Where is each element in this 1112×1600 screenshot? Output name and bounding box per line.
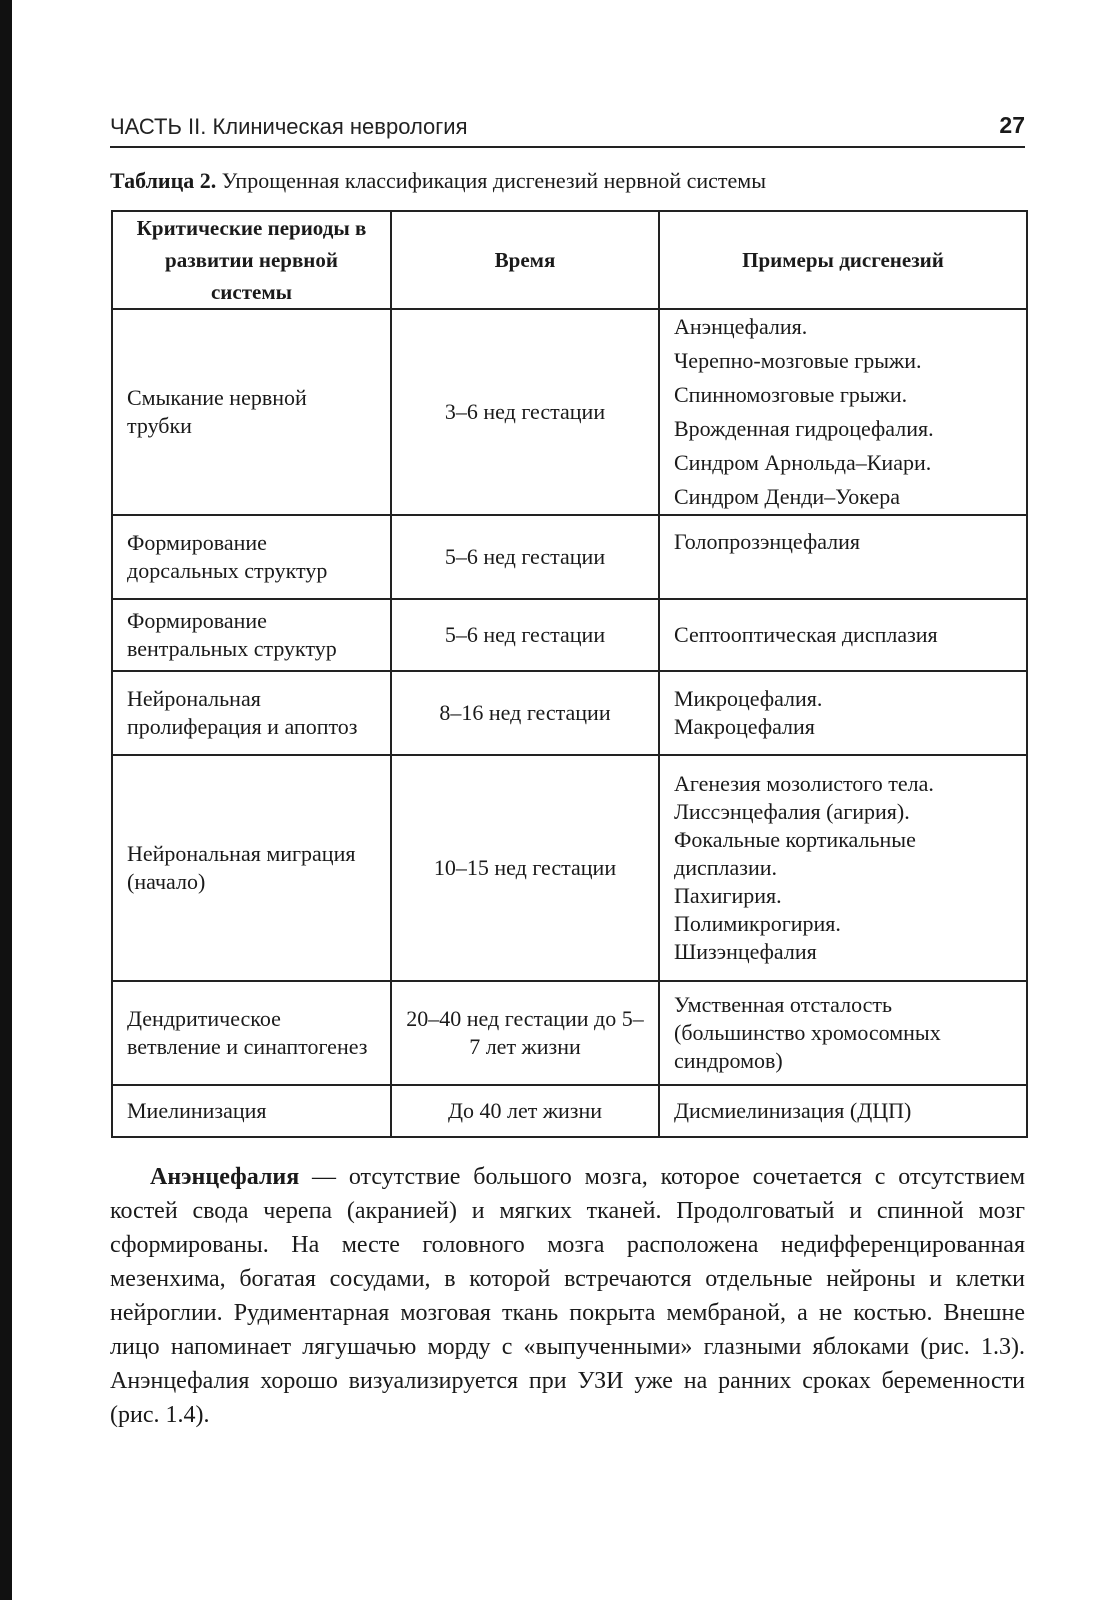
example-item: Спинномозговые грыжи. <box>674 382 908 407</box>
example-item: Анэнцефалия. <box>674 314 808 339</box>
table-caption-label: Таблица 2. <box>110 168 217 193</box>
table-caption-text: Упрощенная классификация дисгенезий нервной системы <box>221 168 767 193</box>
example-item: Синдром Денди–Уокера <box>674 484 900 509</box>
examples-cell <box>659 1085 1027 1137</box>
example-item: Макроцефалия <box>674 714 815 739</box>
time-cell: До 40 лет жизни <box>391 1085 659 1137</box>
example-item: Полимикрогирия. <box>674 911 841 936</box>
examples-cell <box>659 981 1027 1085</box>
period-cell: Формирование дорсальных структур <box>112 515 391 599</box>
header-period: Критические периоды в развитии нервной системы <box>112 211 391 309</box>
period-cell: Смыкание нервной трубки <box>112 309 391 515</box>
table-row <box>112 515 1027 599</box>
time-cell: 5–6 нед гестации <box>391 599 659 671</box>
dysgenesis-table <box>111 210 1028 1138</box>
time-cell: 8–16 нед гестации <box>391 671 659 755</box>
example-item: Умственная отсталость (большинство хромосомных синдромов) <box>674 992 941 1073</box>
table-row <box>112 671 1027 755</box>
period-cell: Нейрональная пролиферация и апоптоз <box>112 671 391 755</box>
table-row <box>112 599 1027 671</box>
example-item: Лиссэнцефалия (агирия). <box>674 799 910 824</box>
example-item: Черепно-мозговые грыжи. <box>674 348 922 373</box>
example-item: Синдром Арнольда–Киари. <box>674 450 932 475</box>
period-cell: Нейрональная миграция (начало) <box>112 755 391 981</box>
time-cell: 20–40 нед гестации до 5–7 лет жизни <box>391 981 659 1085</box>
time-cell: 5–6 нед гестации <box>391 515 659 599</box>
body-paragraph <box>110 1160 1025 1432</box>
table-row <box>112 755 1027 981</box>
time-cell: 10–15 нед гестации <box>391 755 659 981</box>
page-number: 27 <box>999 112 1025 138</box>
table-row <box>112 1085 1027 1137</box>
table-header-row <box>112 211 1027 309</box>
example-item: Пахигирия. <box>674 883 782 908</box>
paragraph-text: — отсутствие большого мозга, которое сочетается с отсутствием костей свода черепа (акранией) и мягких тканей. Продолговатый и спинной мозг сформированы. На месте головного мозга расположена недифференцированная мезенхима, богатая сосудами, в которой встречаются отдельные нейроны и клетки нейроглии. Рудиментарная мозговая ткань покрыта мембраной, а не костью. Внешне лицо напоминает лягушачью морду с «выпученными» глазными яблоками (рис. 1.3). Анэнцефалия хорошо визуализируется при УЗИ уже на ранних сроках беременности (рис. 1.4). <box>110 1164 1025 1428</box>
example-item: Микроцефалия. <box>674 686 823 711</box>
table-row <box>112 981 1027 1085</box>
examples-cell <box>659 671 1027 755</box>
example-item: Дисмиелинизация (ДЦП) <box>674 1098 912 1123</box>
header-examples: Примеры дисгенезий <box>659 211 1027 309</box>
part-title: ЧАСТЬ II. Клиническая неврология <box>110 114 468 139</box>
period-cell: Миелинизация <box>112 1085 391 1137</box>
examples-cell <box>659 309 1027 515</box>
paragraph-term: Анэнцефалия <box>150 1164 300 1190</box>
scan-edge <box>0 0 12 1600</box>
time-cell: 3–6 нед гестации <box>391 309 659 515</box>
example-item: Врожденная гидроцефалия. <box>674 416 934 441</box>
examples-cell <box>659 515 1027 599</box>
table-caption <box>110 167 1025 195</box>
examples-cell <box>659 755 1027 981</box>
example-item: Фокальные кортикальные дисплазии. <box>674 827 916 880</box>
header-time: Время <box>391 211 659 309</box>
example-item: Септооптическая дисплазия <box>674 622 938 647</box>
table-row <box>112 309 1027 515</box>
example-item: Шизэнцефалия <box>674 939 817 964</box>
period-cell: Формирование вентральных структур <box>112 599 391 671</box>
examples-cell <box>659 599 1027 671</box>
example-item: Агенезия мозолистого тела. <box>674 771 934 796</box>
example-item: Голопрозэнцефалия <box>674 529 861 554</box>
period-cell: Дендритическое ветвление и синаптогенез <box>112 981 391 1085</box>
page-header <box>110 112 1025 148</box>
